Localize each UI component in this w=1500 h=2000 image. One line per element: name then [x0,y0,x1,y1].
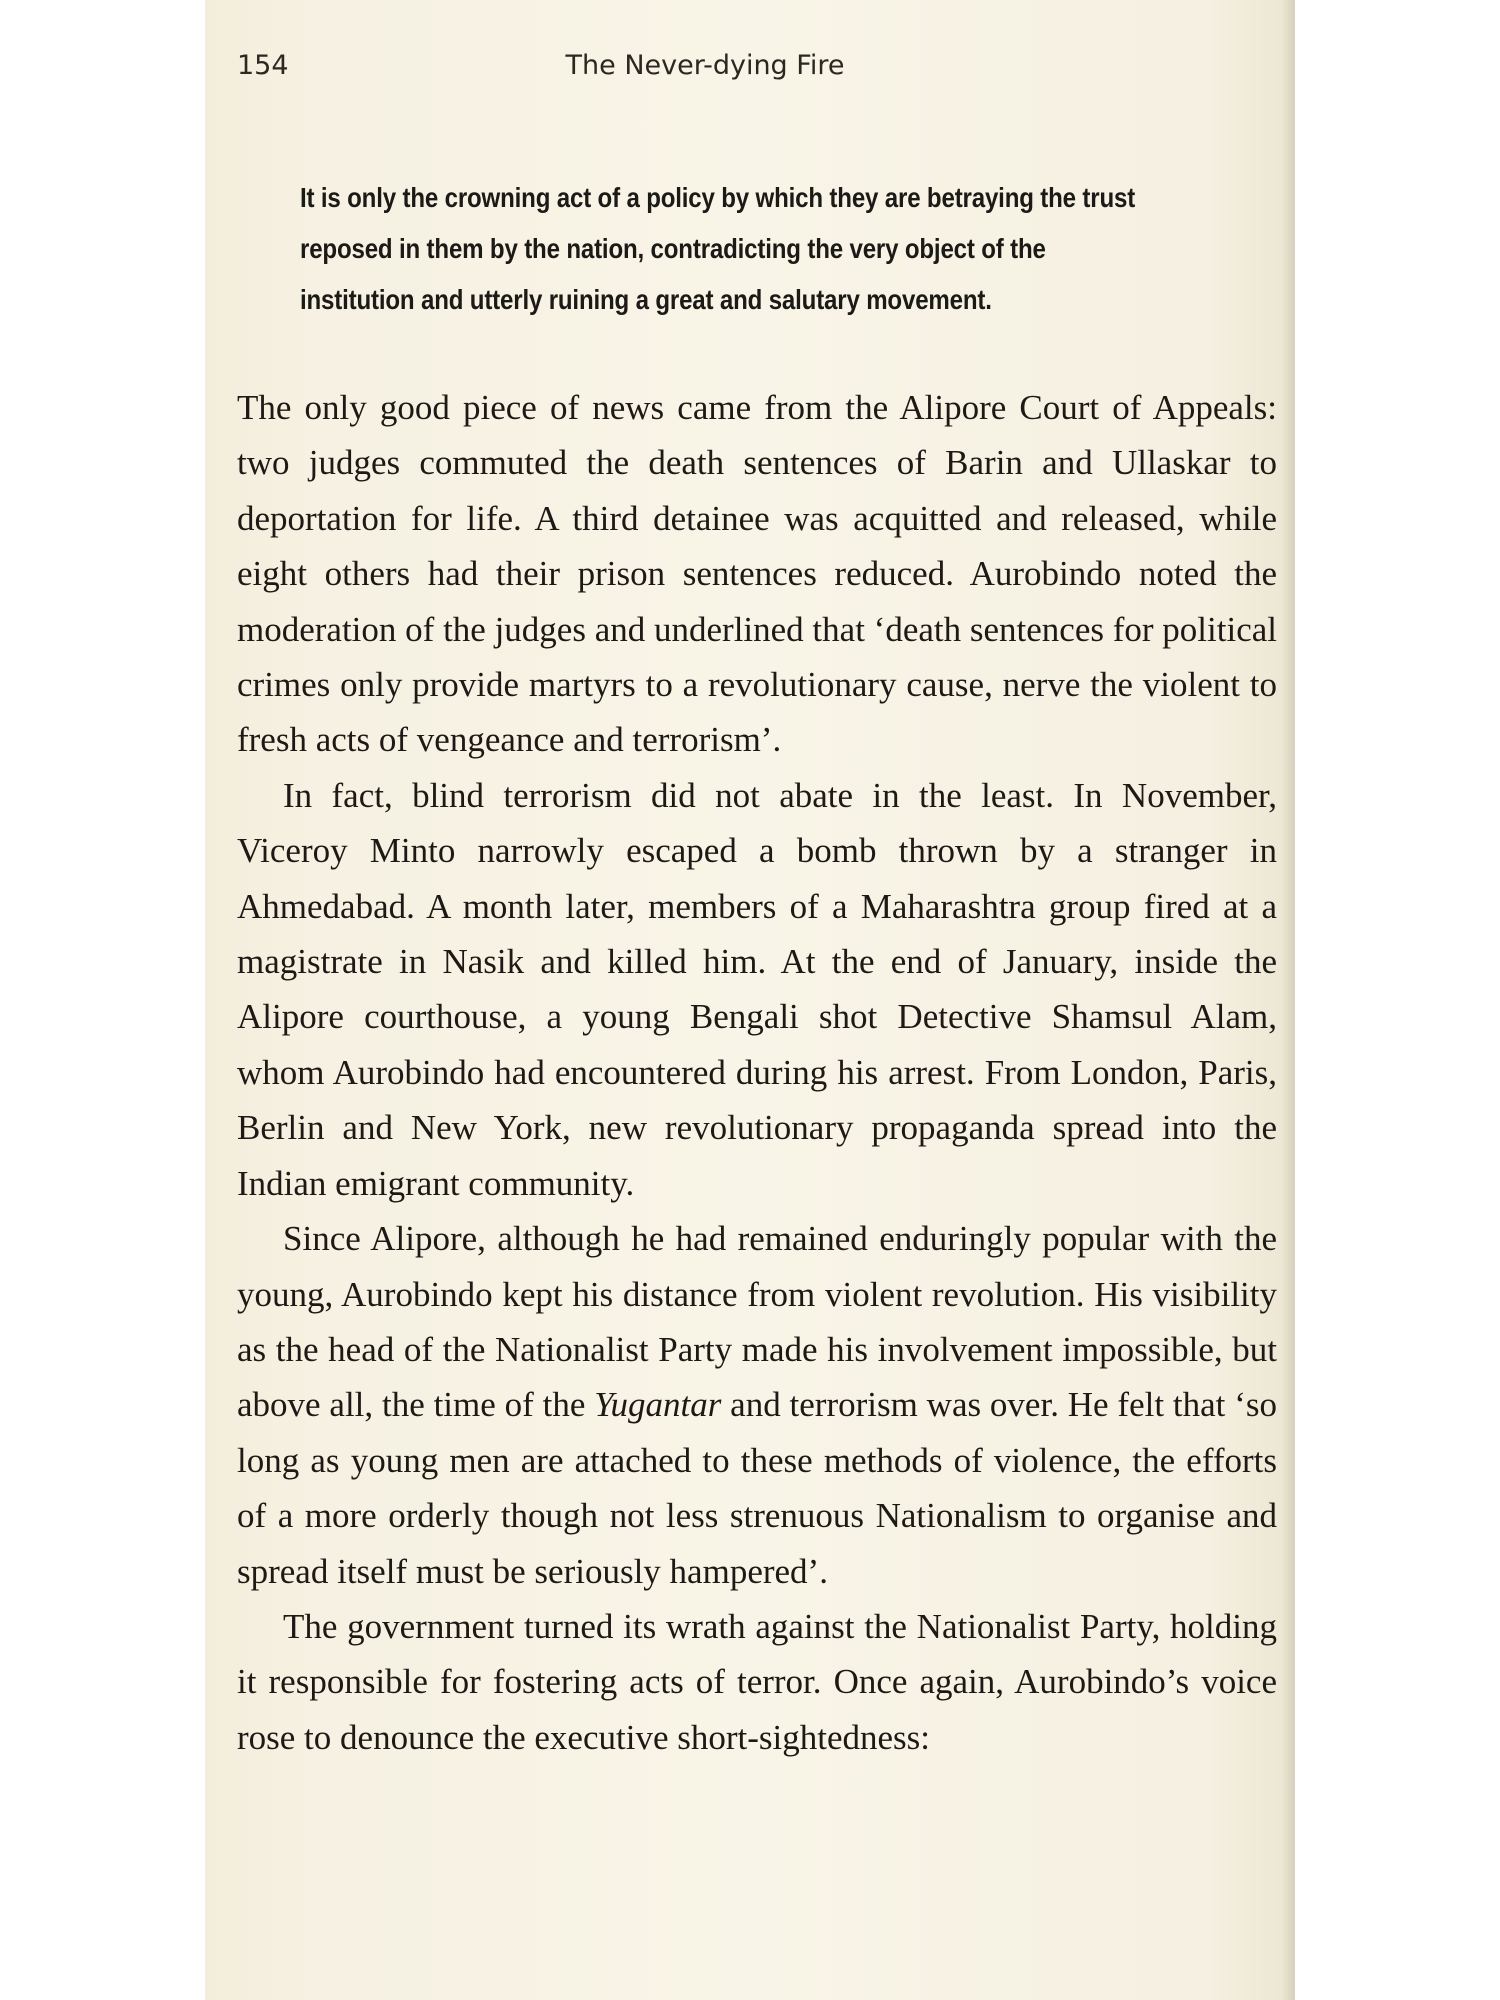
block-quote: It is only the crowning act of a policy by which they are betraying the trust reposed in them by the nation, contradicting the very object of the institution and utterly ruining a great and salutary movement. [300,182,1136,315]
page-edge-shadow [1281,0,1295,2000]
paragraph-3-text-b: and terrorism was over. He felt that ‘so long as young men are attached to these methods of violence, the efforts of a more orderly though not less strenuous Nationalism to organise and spread itself must be seriously hampered’. [237,1385,1278,1591]
running-head [237,50,1263,90]
paragraph-4: The government turned its wrath against the Nationalist Party, holding it responsible for fostering acts of terror. Once again, Aurobindo’s voice rose to denounce the executive short-sightedness: [237,1606,1277,1757]
paragraph-1: The only good piece of news came from the Alipore Court of Appeals: two judges commuted the death sentences of Barin and Ullaskar to deportation for life. A third detainee was acquitted and released, while eight others had their prison sentences reduced. Aurobindo noted the moderation of the judges and underlined that ‘death sentences for political crimes only provide martyrs to a revolutionary cause, nerve the violent to fresh acts of vengeance and terrorism’. [237,388,1277,760]
paragraph-2: In fact, blind terrorism did not abate in the least. In November, Viceroy Minto narrowly escaped a bomb thrown by a stranger in Ahmedabad. A month later, members of a Maharashtra group fired at a magistrate in Nasik and killed him. At the end of January, inside the Alipore courthouse, a young Bengali shot Detective Shamsul Alam, whom Aurobindo had encountered during his arrest. From London, Paris, Berlin and New York, new revolutionary propaganda spread into the Indian emigrant community. [237,775,1277,1203]
paragraph-3 [237,1211,1277,1599]
body-text [237,380,1277,1765]
paragraph-3-text-a: Since Alipore, although he had remained enduringly popular with the young, Aurobindo kept his distance from violent revolution. His visibility as the head of the Nationalist Party made his involvement impossible, but above all, the time of the [237,1219,1277,1425]
page-number: 154 [237,50,289,81]
book-page [205,0,1295,2000]
yugantar-title: Yugantar [594,1385,722,1425]
book-title: The Never-dying Fire [565,50,845,81]
